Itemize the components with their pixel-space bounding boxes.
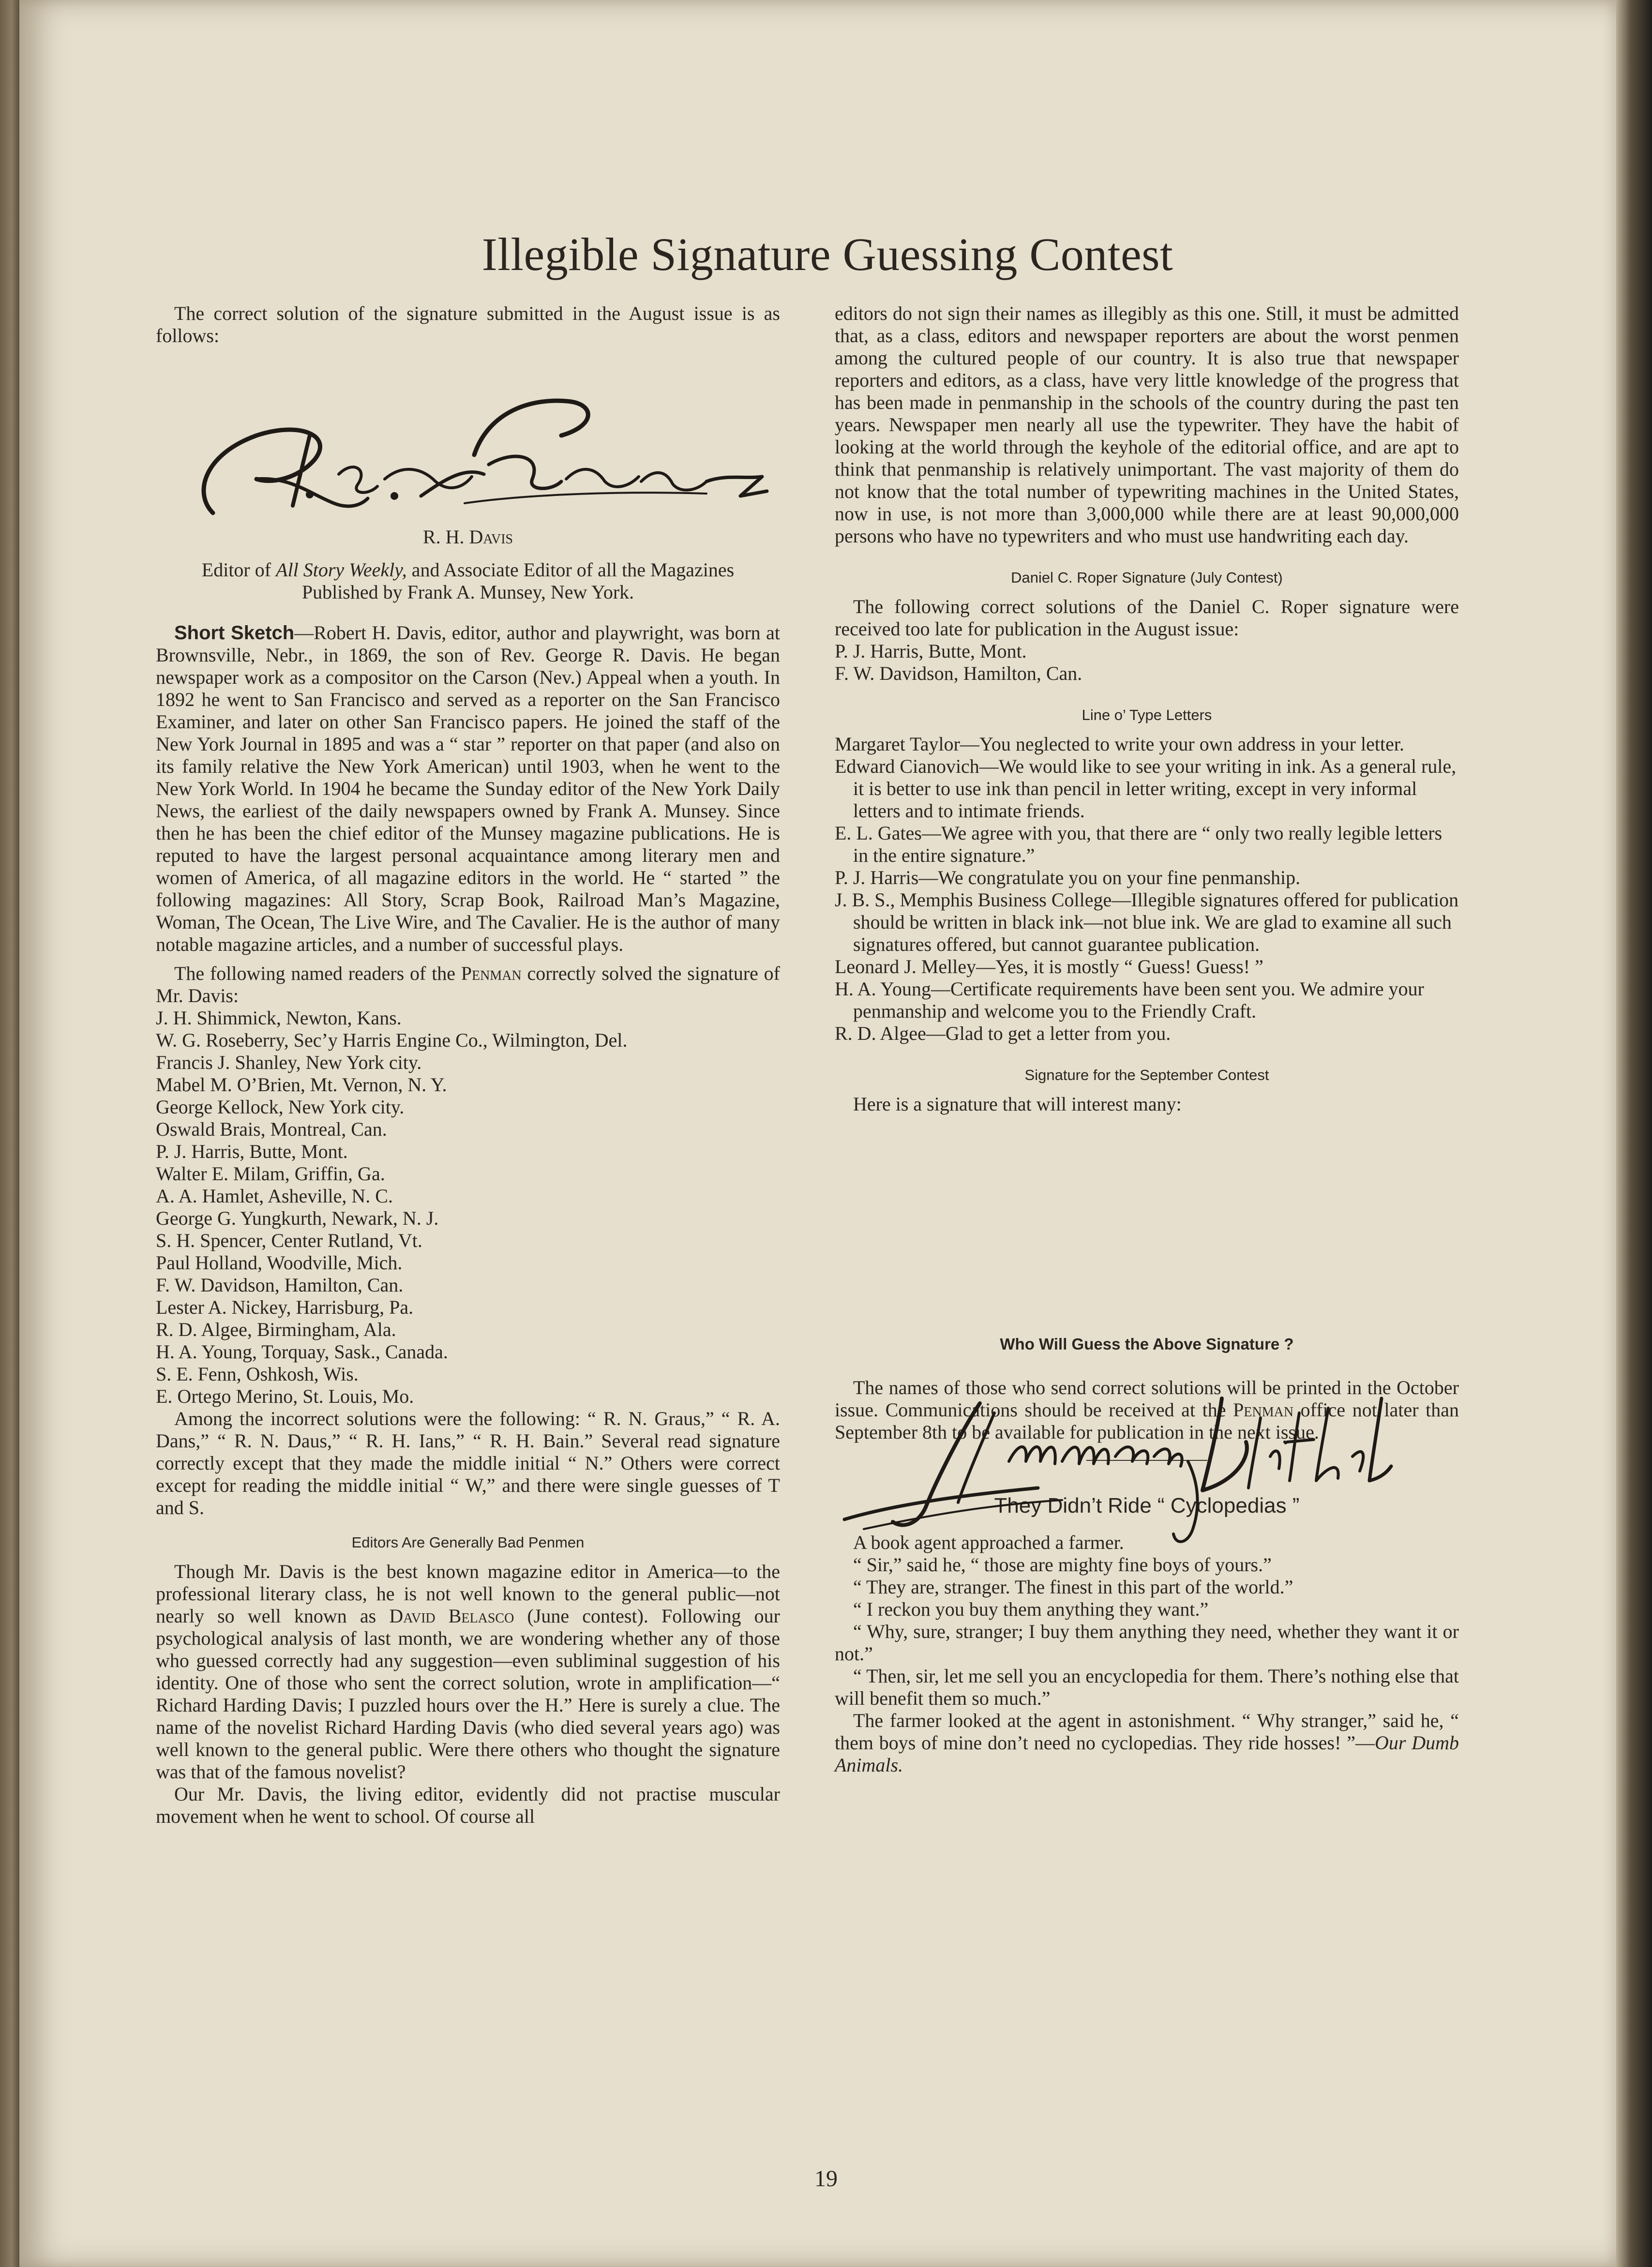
list-item: P. J. Harris—We congratulate you on your fine penmanship. [835,867,1301,888]
list-item: Lester A. Nickey, Harrisburg, Pa. [156,1296,414,1318]
list-item: E. L. Gates—We agree with you, that there are “ only two really legible letters in the entire signature.” [835,822,1442,866]
roper-text: The following correct solutions of the Daniel C. Roper signature were received too late for publication in the August issue: [835,596,1459,640]
editors-paragraph-1: Though Mr. Davis is the best known magazine editor in America—to the professional literary class, he is not well known to the general public—not nearly so well known as David Belasco (June contest). Following our psychological analysis of last month, we are wondering whether any of those who guessed correctly had any suggestion—even subliminal suggestion of his identity. One of those who sent the correct solution, wrote in amplification—“ Richard Harding Davis; I puzzled hours over the H.” Here is surely a clue. The name of the novelist Richard Harding Davis (who died several years ago) was well known to the general public. Were there others who thought the signature was that of the famous novelist? [156,1561,780,1783]
davis-signature-image [194,382,784,523]
list-item: E. Ortego Merino, St. Louis, Mo. [156,1385,414,1407]
september-heading: Signature for the September Contest [1024,1066,1269,1083]
signer-name: R. H. Davis [422,526,513,548]
editors-paragraph-2: Our Mr. Davis, the living editor, evidently did not practise muscular movement when he went to school. Of course all [156,1783,780,1827]
list-item: W. G. Roseberry, Sec’y Harris Engine Co., Wilmington, Del. [156,1029,628,1051]
page-edge [1616,0,1652,2267]
september-signature-image [835,1384,1464,1558]
signature-spacer [835,1115,1459,1319]
list-item: Mabel M. O’Brien, Mt. Vernon, N. Y. [156,1074,447,1096]
list-item: P. J. Harris, Butte, Mont. [156,1141,348,1162]
book-spine [0,0,19,2267]
list-item: Paul Holland, Woodville, Mich. [156,1252,403,1274]
editors-continued: editors do not sign their names as illegibly as this one. Still, it must be admitted that, as a class, editors and newspaper reporters are about the worst penmen among the cultured people of our country. It is also true that newspaper reporters and editors, as a class, have very little knowledge of the progress that has been made in penmanship in the schools of the country during the past ten years. Newspaper men nearly all use the typewriter. They have the habit of looking at the world through the keyhole of the editorial office, and are apt to think that penmanship is relatively unimportant. The vast majority of them do not know that the total number of typewriting machines in the United States, now in use, is not more than 3,000,000 while there are at least 90,000,000 persons who have no typewriters and who must use handwriting each day. [835,302,1459,547]
story-line: “ They are, stranger. The finest in this part of the world.” [853,1576,1293,1598]
page-title: Illegible Signature Guessing Contest [481,228,1173,280]
list-item: A. A. Hamlet, Asheville, N. C. [156,1185,393,1207]
intro-text: The correct solution of the signature submitted in the August issue is as follows: [156,302,780,346]
story-line: “ Then, sir, let me sell you an encyclopedia for them. There’s nothing else that will benefit them so much.” [835,1665,1459,1709]
list-item: Margaret Taylor—You neglected to write your own address in your letter. [835,733,1404,755]
list-item: Francis J. Shanley, New York city. [156,1051,422,1073]
list-item: F. W. Davidson, Hamilton, Can. [156,1274,404,1296]
list-item: J. H. Shimmick, Newton, Kans. [156,1007,402,1029]
incorrect-solutions: Among the incorrect solutions were the following: “ R. N. Graus,” “ R. A. Dans,” “ R. N. Daus,” “ R. H. Ians,” “ R. H. Bain.” Several read signature correctly except that they made the middle initial “ N.” Others were correct except for reading the middle initial “ W,” and there were single guesses of T and S. [156,1408,780,1518]
roper-heading: Daniel C. Roper Signature (July Contest) [1011,569,1283,586]
guess-heading: Who Will Guess the Above Signature ? [1000,1335,1294,1353]
list-item: S. E. Fenn, Oshkosh, Wis. [156,1363,359,1385]
list-item: H. A. Young—Certificate requirements have been sent you. We admire your penmanship and welcome you to the Friendly Craft. [835,978,1424,1022]
short-sketch: Short Sketch—Robert H. Davis, editor, author and playwright, was born at Brownsville, Nebr., in 1869, the son of Rev. George R. Davis. He began newspaper work as a compositor on the Carson (Nev.) Appeal when a youth. In 1892 he went to San Francisco and served as a reporter on the San Francisco Examiner, and later on other San Francisco papers. He joined the staff of the New York Journal in 1895 and was a “ star ” reporter on that paper (and also on its family relative the New York American) until 1903, when he went to the New York World. In 1904 he became the Sunday editor of the New York Daily News, the earliest of the daily newspapers owned by Frank A. Munsey. Since then he has been the chief editor of the Munsey magazine publications. He is reputed to have the largest personal acquaintance among literary men and women of America, of all magazine editors in the world. He “ started ” the following magazines: All Story, Scrap Book, Railroad Man’s Magazine, Woman, The Ocean, The Live Wire, and The Cavalier. He is the author of many notable magazine articles, and a number of successful plays. [156,622,781,955]
september-intro: Here is a signature that will interest many: [853,1093,1182,1115]
readers-intro: The following named readers of the Penman correctly solved the signature of Mr. Davis: [156,962,781,1006]
list-item: R. D. Algee—Glad to get a letter from you. [835,1022,1171,1044]
list-item: J. B. S., Memphis Business College—Illegible signatures offered for publication should be written in black ink—not blue ink. We are glad to examine all such signatures offered, but cannot guarantee publication. [835,889,1459,955]
editors-heading: Editors Are Generally Bad Penmen [351,1534,585,1551]
list-item: Walter E. Milam, Griffin, Ga. [156,1163,385,1185]
readers-list [156,1007,780,1408]
page-number: 19 [814,2166,838,2192]
list-item: F. W. Davidson, Hamilton, Can. [835,662,1082,684]
list-item: P. J. Harris, Butte, Mont. [835,640,1027,662]
story-line: The farmer looked at the agent in astonishment. “ Why stranger,” said he, “ them boys of mine don’t need no cyclopedias. They ride hosses! ”—Our Dumb Animals. [835,1710,1459,1776]
list-item: George Kellock, New York city. [156,1096,405,1118]
story-line: “ I reckon you buy them anything they want.” [853,1598,1209,1620]
list-item: Oswald Brais, Montreal, Can. [156,1118,387,1140]
story-line: “ Sir,” said he, “ those are mighty fine boys of yours.” [853,1554,1272,1576]
list-item: George G. Yungkurth, Newark, N. J. [156,1207,439,1229]
signer-role: Editor of All Story Weekly, and Associate Editor of all the Magazines Published by Frank A. Munsey, New York. [201,559,735,603]
story-line: A book agent approached a farmer. [853,1531,1124,1553]
list-item: R. D. Algee, Birmingham, Ala. [156,1319,396,1340]
story-title: They Didn’t Ride “ Cyclopedias ” [994,1494,1300,1517]
list-item: S. H. Spencer, Center Rutland, Vt. [156,1230,422,1251]
guess-text: The names of those who send correct solutions will be printed in the October issue. Communications should be received at the Penman office not later than September 8th to be available for publication in the next issue. [835,1377,1459,1443]
letters-heading: Line o’ Type Letters [1081,706,1212,723]
list-item: Leonard J. Melley—Yes, it is mostly “ Guess! Guess! ” [835,956,1263,977]
list-item: Edward Cianovich—We would like to see your writing in ink. As a general rule, it is better to use ink than pencil in letter writing, except in very informal letters and to intimate friends. [835,755,1457,822]
list-item: H. A. Young, Torquay, Sask., Canada. [156,1341,448,1363]
left-column [156,302,780,1828]
story-line: “ Why, sure, stranger; I buy them anything they need, whether they want it or not.” [835,1621,1459,1665]
